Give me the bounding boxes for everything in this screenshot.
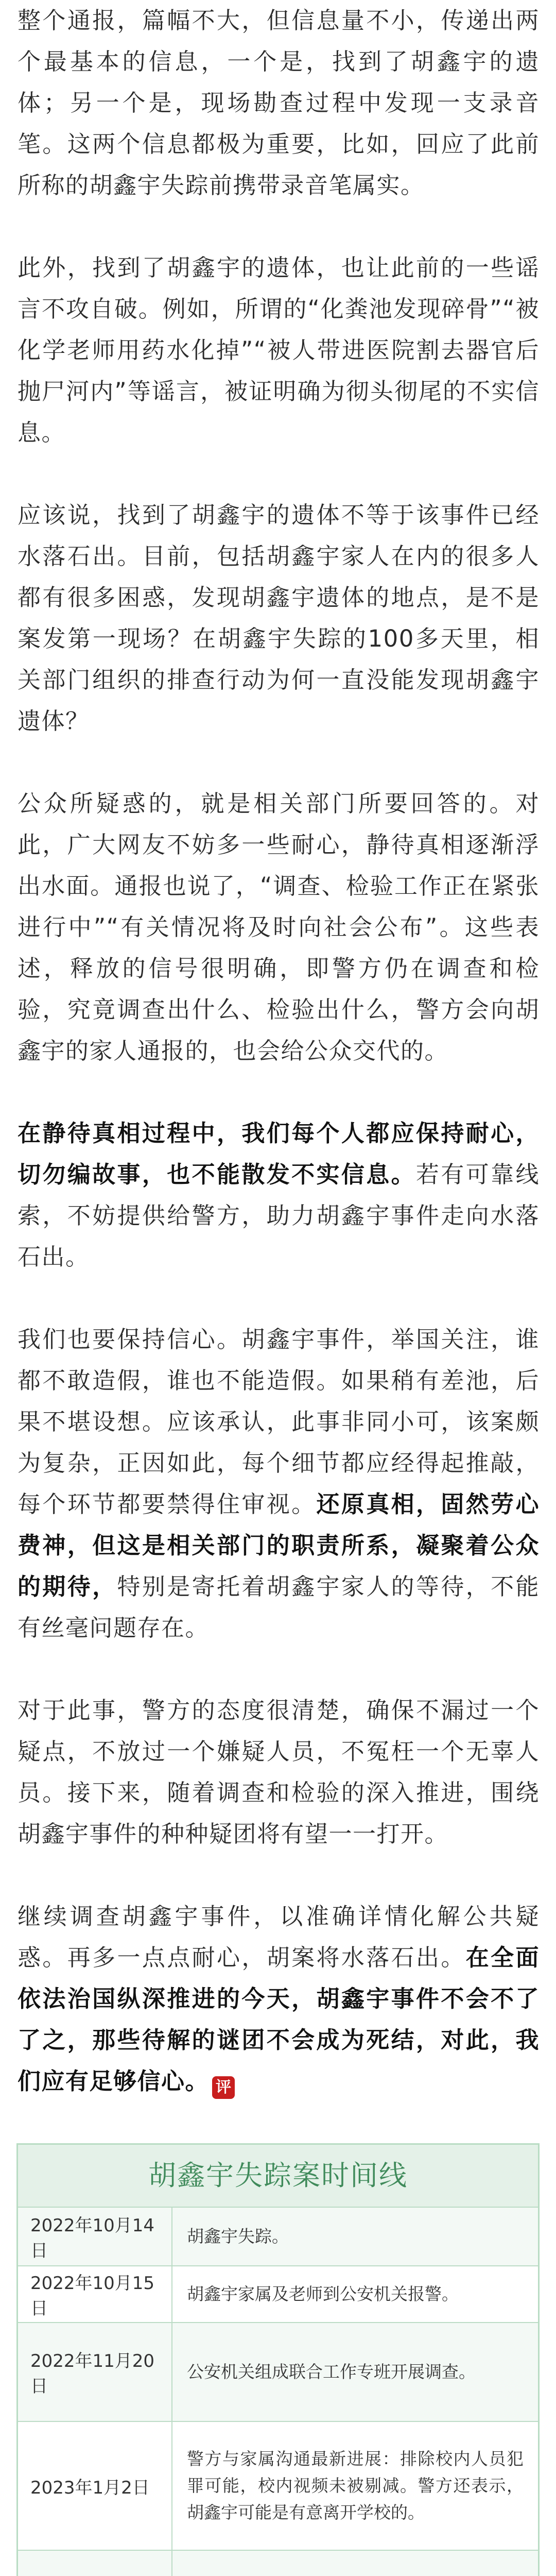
timeline-row <box>18 2421 538 2550</box>
timeline-table <box>16 2143 540 2576</box>
paragraph-3 <box>18 495 540 742</box>
editor-mark-icon: 评 <box>212 2076 235 2099</box>
timeline-row <box>18 2265 538 2322</box>
paragraph-text: 公众所疑惑的，就是相关部门所要回答的。对此，广大网友不妨多一些耐心，静待真相逐渐浮出水面。通报也说了，“调查、检验工作正在紧张进行中”“有关情况将及时向社会公布”。这些表述，释放的信号很明确，即警方仍在调查和检验，究竟调查出什么、检验出什么，警方会向胡鑫宇的家人通报的，也会给公众交代的。 <box>18 790 540 1064</box>
timeline-date: 2022年10月14日 <box>18 2208 172 2265</box>
timeline-event: 公安机关组成联合工作专班开展调查。 <box>187 2362 476 2382</box>
timeline-event: 警方与家属沟通最新进展：排除校内人员犯罪可能，校内视频未被剔减。警方还表示，胡鑫宇可能是有意离开学校的。 <box>187 2449 524 2522</box>
paragraph-text: 特别是寄托着胡鑫宇家人的等待，不能有丝毫问题存在。 <box>18 1573 540 1641</box>
timeline-rows <box>18 2207 538 2576</box>
paragraph-1 <box>18 0 540 206</box>
paragraph-text: 我们也要保持信心。胡鑫宇事件，举国关注，谁都不敢造假，谁也不能造假。如果稍有差池，后果不堪设想。应该承认，此事非同小可，该案颇为复杂，正因如此，每个细节都应经得起推敲，每个环节都要禁得住审视。 <box>18 1326 540 1518</box>
timeline-event: 胡鑫宇失踪。 <box>187 2226 289 2246</box>
paragraph-text: 此外，找到了胡鑫宇的遗体，也让此前的一些谣言不攻自破。例如，所谓的“化粪池发现碎骨”“被化学老师用药水化掉”“被人带进医院割去器官后抛尸河内”等谣言，被证明确为彻头彻尾的不实信息。 <box>18 254 540 446</box>
paragraph-4 <box>18 783 540 1072</box>
timeline-event <box>172 2551 538 2576</box>
timeline-title: 胡鑫宇失踪案时间线 <box>18 2145 538 2207</box>
paragraph-emphasis: 还原真相，固然劳心费神，但这是相关部门的职责所系，凝聚着公众的期待， <box>18 1490 540 1600</box>
paragraph-5 <box>18 1113 540 1278</box>
paragraph-7 <box>18 1690 540 1855</box>
paragraph-text: 整个通报，篇幅不大，但信息量不小，传递出两个最基本的信息，一个是，找到了胡鑫宇的遗体；另一个是，现场勘查过程中发现一支录音笔。这两个信息都极为重要，比如，回应了此前所称的胡鑫宇失踪前携带录音笔属实。 <box>18 7 540 199</box>
timeline-date: 2023年1月2日 <box>18 2422 172 2550</box>
timeline-event: 胡鑫宇家属及老师到公安机关报警。 <box>187 2284 459 2304</box>
timeline-row <box>18 2550 538 2576</box>
timeline-row <box>18 2207 538 2265</box>
paragraph-text: 对于此事，警方的态度很清楚，确保不漏过一个疑点，不放过一个嫌疑人员，不冤枉一个无辜人员。接下来，随着调查和检验的深入推进，围绕胡鑫宇事件的种种疑团将有望一一打开。 <box>18 1697 540 1848</box>
paragraph-6 <box>18 1319 540 1649</box>
paragraph-8 <box>18 1896 540 2102</box>
timeline-row <box>18 2322 538 2421</box>
paragraph-2 <box>18 247 540 453</box>
timeline-date <box>18 2551 172 2576</box>
paragraph-text: 应该说，找到了胡鑫宇的遗体不等于该事件已经水落石出。目前，包括胡鑫宇家人在内的很多人都有很多困惑，发现胡鑫宇遗体的地点，是不是案发第一现场？在胡鑫宇失踪的100多天里，相关部门组织的排查行动为何一直没能发现胡鑫宇遗体？ <box>18 501 540 735</box>
paragraph-emphasis: 在全面依法治国纵深推进的今天，胡鑫宇事件不会不了了之，那些待解的谜团不会成为死结，对此，我们应有足够信心。 <box>18 1944 540 2095</box>
paragraph-emphasis: 在静待真相过程中，我们每个人都应保持耐心，切勿编故事，也不能散发不实信息。 <box>18 1120 540 1188</box>
paragraph-text: 若有可靠线索，不妨提供给警方，助力胡鑫宇事件走向水落石出。 <box>18 1161 540 1270</box>
paragraph-text: 继续调查胡鑫宇事件，以准确详情化解公共疑惑。再多一点点耐心，胡案将水落石出。 <box>18 1903 540 1971</box>
timeline-date: 2022年10月15日 <box>18 2266 172 2322</box>
timeline-date: 2022年11月20日 <box>18 2323 172 2421</box>
